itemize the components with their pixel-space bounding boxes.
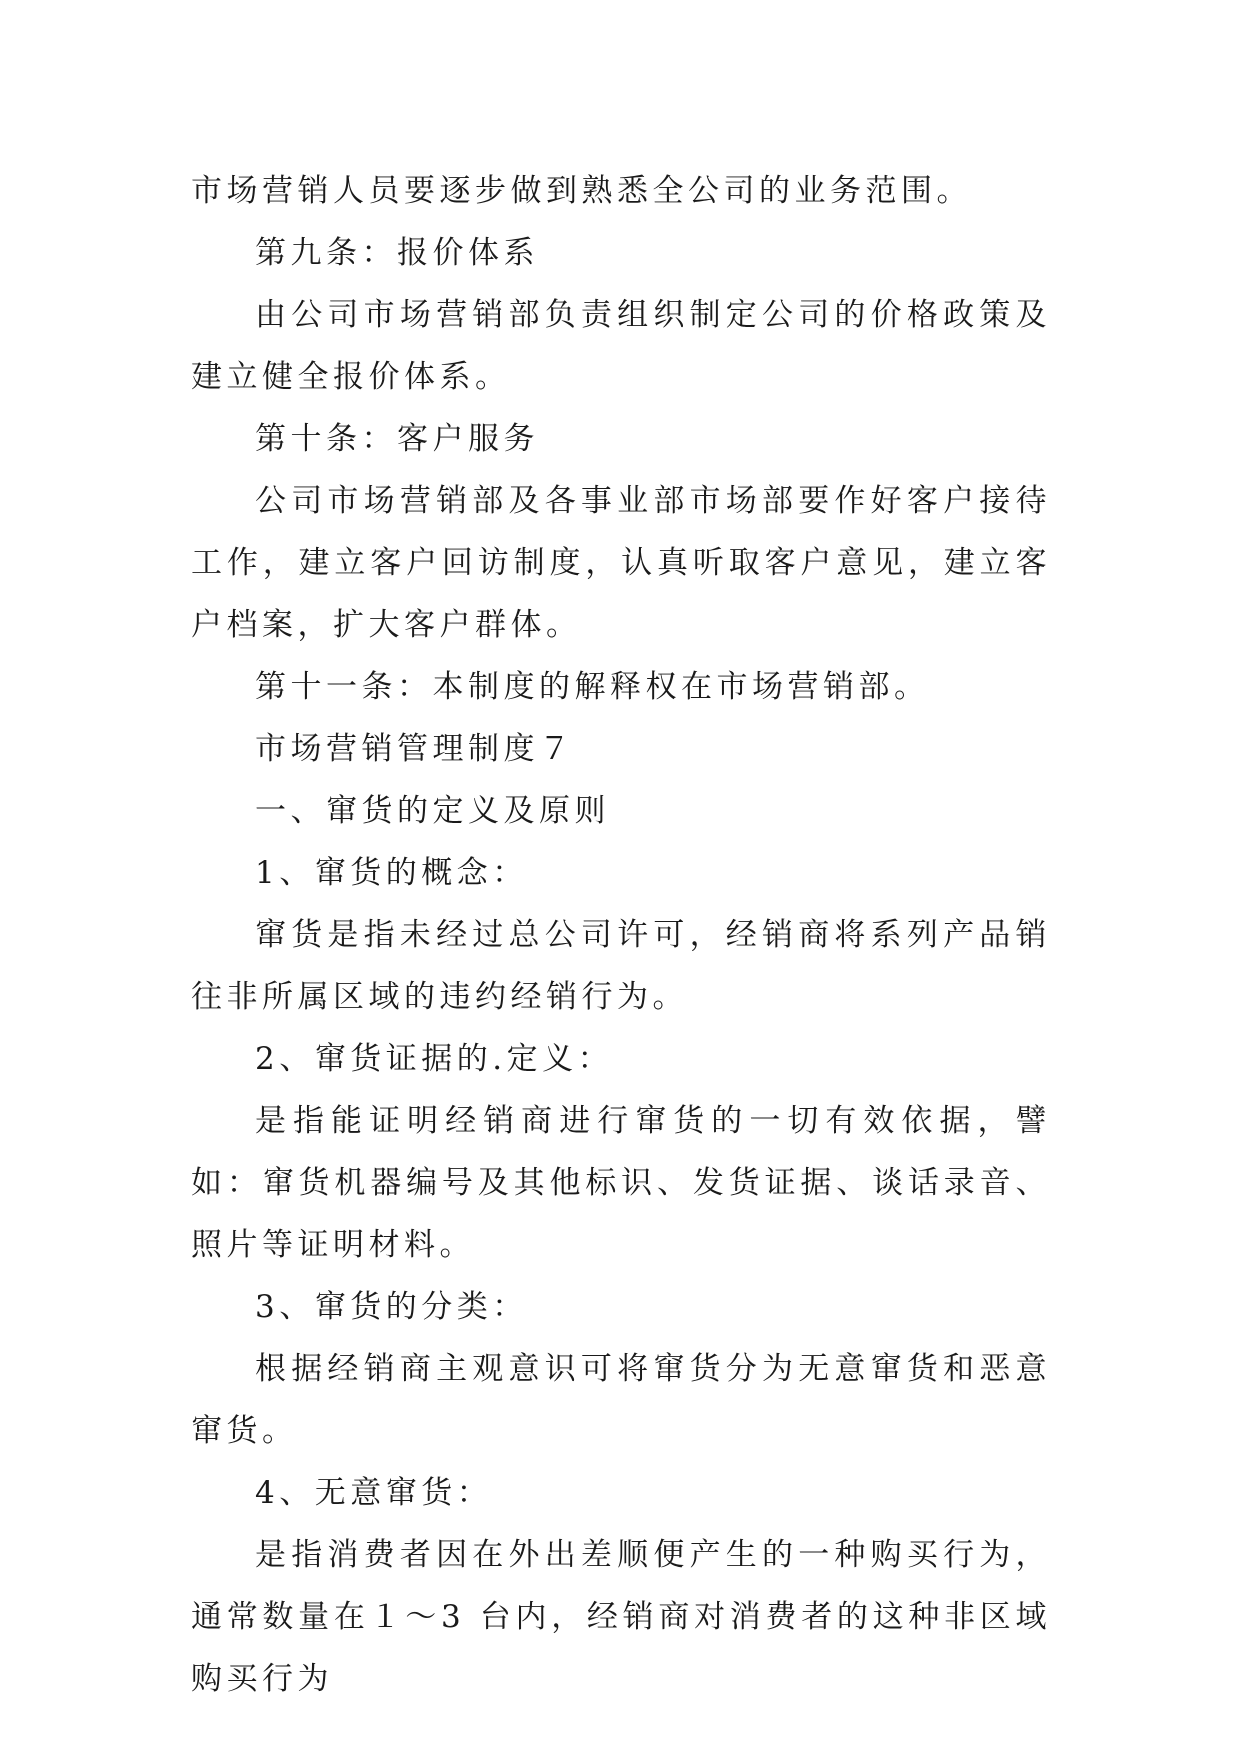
paragraph-definition: 窜货是指未经过总公司许可，经销商将系列产品销往非所属区域的违约经销行为。 [191, 917, 1051, 1015]
paragraph-classification: 根据经销商主观意识可将窜货分为无意窜货和恶意窜货。 [191, 1351, 1051, 1449]
paragraph-scope: 市场营销人员要逐步做到熟悉全公司的业务范围。 [191, 173, 972, 209]
heading-item-3: 3、窜货的分类： [255, 1289, 528, 1325]
heading-item-1: 1、窜货的概念： [255, 855, 528, 891]
paragraph-customer-service: 公司市场营销部及各事业部市场部要作好客户接待工作，建立客户回访制度，认真听取客户意见，建立客户档案，扩大客户群体。 [191, 483, 1051, 643]
paragraph-article-11: 第十一条：本制度的解释权在市场营销部。 [255, 669, 930, 705]
heading-item-2: 2、窜货证据的.定义： [255, 1041, 614, 1077]
heading-article-9: 第九条：报价体系 [255, 235, 539, 271]
heading-item-4: 4、无意窜货： [255, 1475, 493, 1511]
heading-article-10: 第十条：客户服务 [255, 421, 539, 457]
paragraph-unintentional: 是指消费者因在外出差顺便产生的一种购买行为，通常数量在１～3 台内，经销商对消费者的这种非区域购买行为 [191, 1537, 1051, 1697]
section-title: 市场营销管理制度７ [255, 731, 575, 767]
heading-part-1: 一、窜货的定义及原则 [255, 793, 610, 829]
document-page [191, 160, 1051, 1710]
paragraph-quotation: 由公司市场营销部负责组织制定公司的价格政策及建立健全报价体系。 [191, 297, 1051, 395]
paragraph-evidence: 是指能证明经销商进行窜货的一切有效依据，譬如：窜货机器编号及其他标识、发货证据、谈话录音、照片等证明材料。 [191, 1103, 1051, 1263]
